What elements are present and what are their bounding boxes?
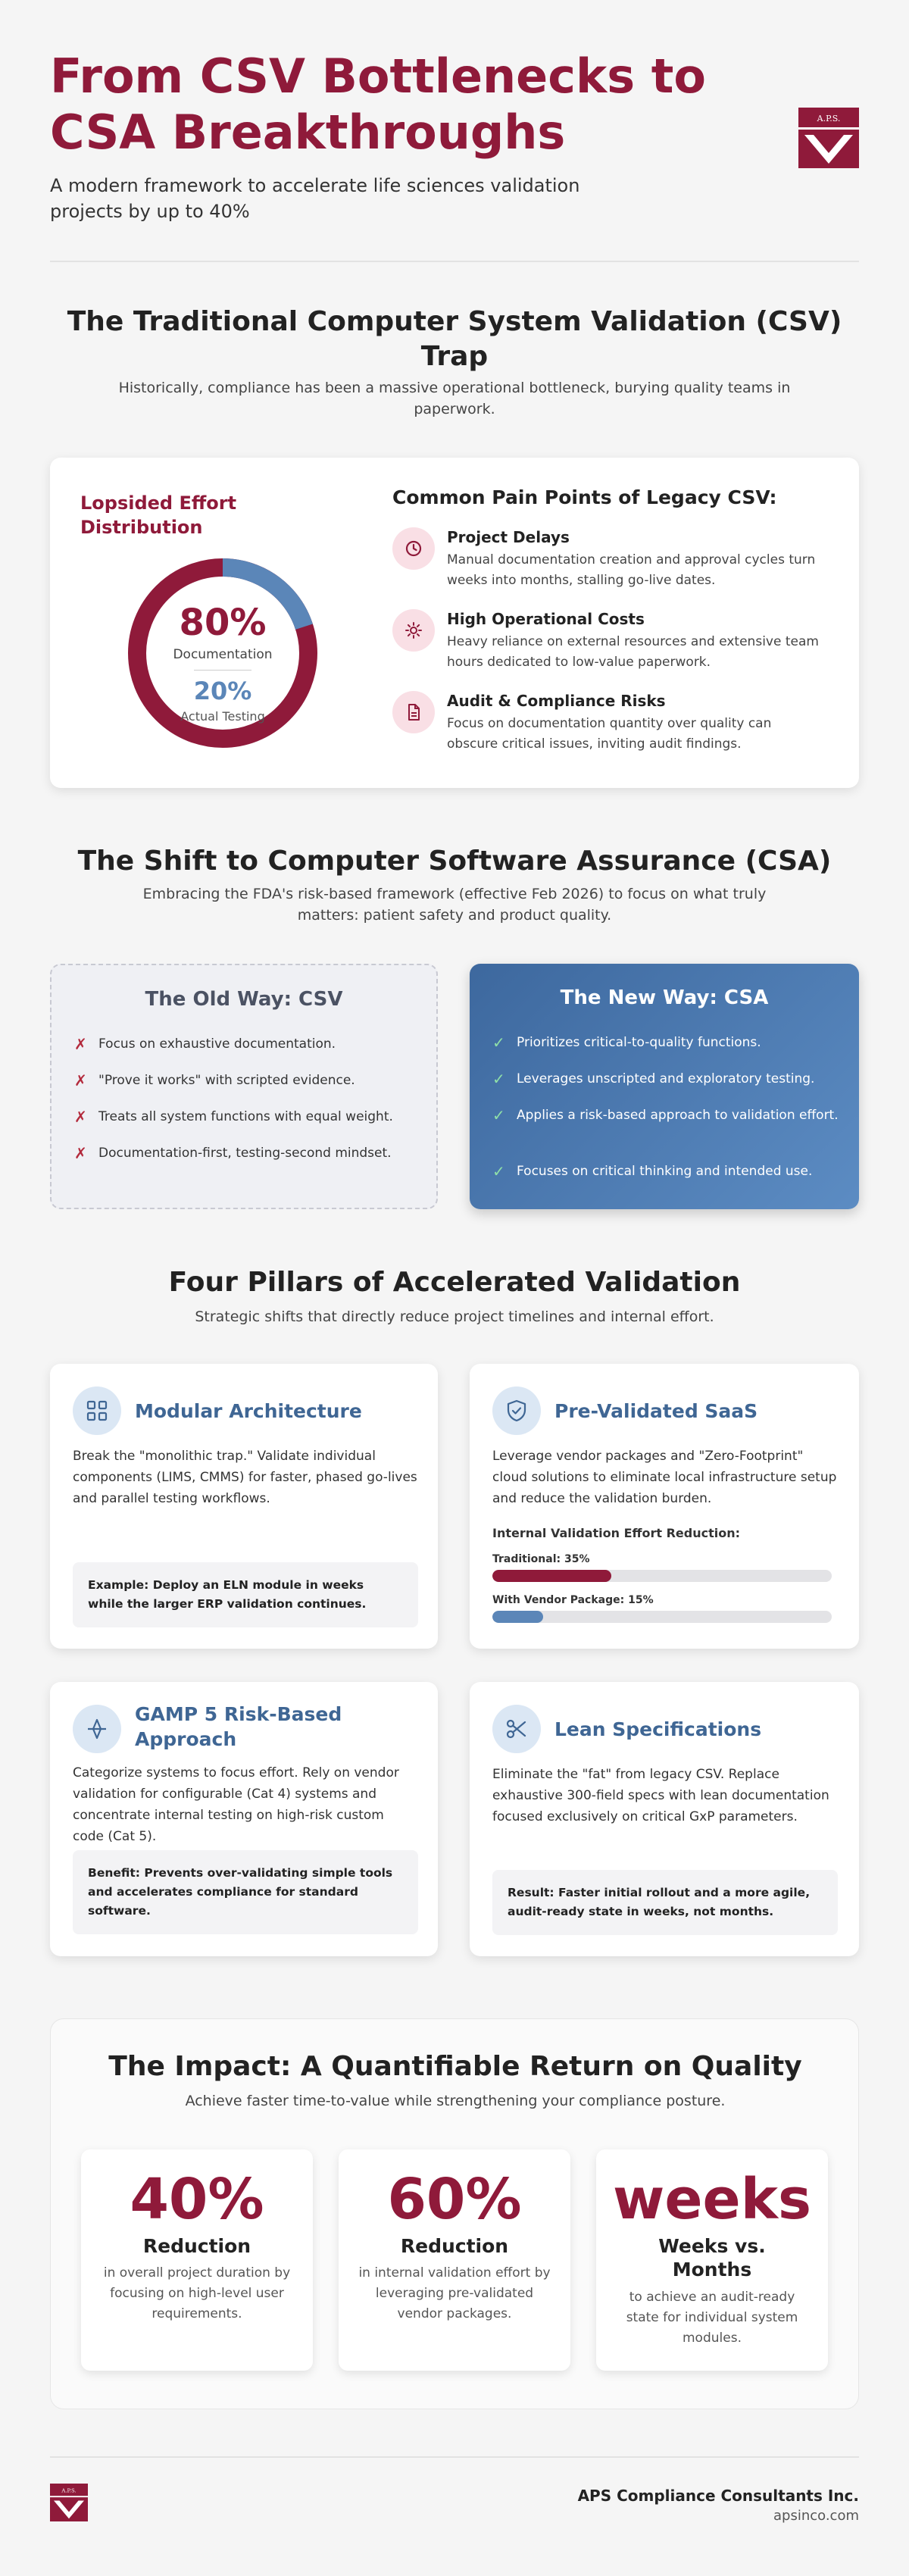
csv-trap-card xyxy=(50,458,859,788)
bar-track-traditional xyxy=(492,1570,832,1582)
donut-divider xyxy=(194,670,251,671)
pillar-desc: Leverage vendor packages and "Zero-Footprint" cloud solutions to eliminate local infrastructure setup and reduce the validation burden. xyxy=(492,1449,837,1506)
pain-point-audit xyxy=(392,691,832,759)
pillar-benefit-box: Benefit: Prevents over-validating simple tools and accelerates compliance for standard software. xyxy=(73,1850,418,1934)
pain-point-title: Audit & Compliance Risks xyxy=(447,692,666,710)
effort-donut-chart xyxy=(124,555,321,752)
pillar-example-box: Example: Deploy an ELN module in weeks while the larger ERP validation continues. xyxy=(73,1562,418,1627)
footer-url[interactable]: apsinco.com xyxy=(773,2508,859,2524)
pillar-saas-card xyxy=(470,1364,859,1649)
pillar-lean-card xyxy=(470,1682,859,1956)
donut-primary-value: 80% xyxy=(179,602,267,644)
impact-stat-card xyxy=(339,2149,570,2371)
divider xyxy=(50,261,859,262)
new-way-item-text: Prioritizes critical-to-quality functions. xyxy=(517,1035,761,1050)
grid-icon xyxy=(73,1386,121,1435)
old-way-item-text: "Prove it works" with scripted evidence. xyxy=(98,1073,355,1088)
new-way-item-text: Applies a risk-based approach to validation effort. xyxy=(517,1108,839,1123)
stat-heading: Weeks vs. Months xyxy=(658,2235,766,2281)
old-way-card xyxy=(50,964,438,1209)
section-subtitle-impact: Achieve faster time-to-value while strengthening your compliance posture. xyxy=(185,2093,726,2109)
footer-logo-text: A.P.S. xyxy=(61,2487,77,2494)
pain-point-title: Project Delays xyxy=(447,528,570,546)
impact-stat-card xyxy=(81,2149,313,2371)
footer-divider xyxy=(50,2456,859,2458)
section-title-csa-shift: The Shift to Computer Software Assurance (CSA) xyxy=(77,846,832,877)
section-subtitle-csv-trap: Historically, compliance has been a massive operational bottleneck, burying quality teams in paperwork. xyxy=(118,380,791,417)
donut-primary-label: Documentation xyxy=(173,647,273,662)
new-way-item-text: Focuses on critical thinking and intended use. xyxy=(517,1164,813,1179)
effort-chart-heading: Internal Validation Effort Reduction: xyxy=(492,1526,740,1540)
clock-icon xyxy=(392,527,435,570)
impact-stat-card xyxy=(596,2149,828,2371)
aps-logo xyxy=(798,108,859,168)
old-way-item-text: Documentation-first, testing-second mindset. xyxy=(98,1146,392,1161)
pain-point-desc: Focus on documentation quantity over quality can obscure critical issues, inviting audit findings. xyxy=(447,716,772,752)
pillar-desc: Eliminate the "fat" from legacy CSV. Replace exhaustive 300-field specs with lean documentation focused exclusively on critical GxP parameters. xyxy=(492,1767,829,1824)
bar-fill-traditional xyxy=(492,1570,611,1582)
impact-section xyxy=(50,2018,859,2409)
check-mark-icon: ✓ xyxy=(492,1106,505,1124)
x-mark-icon: ✗ xyxy=(74,1035,87,1053)
infographic-page xyxy=(50,0,859,2576)
section-subtitle-pillars: Strategic shifts that directly reduce project timelines and internal effort. xyxy=(195,1308,714,1325)
stat-heading: Reduction xyxy=(142,2235,251,2257)
gear-icon xyxy=(392,609,435,652)
stat-desc: in internal validation effort by leveraging pre-validated vendor packages. xyxy=(358,2265,551,2321)
new-way-card xyxy=(470,964,859,1209)
pain-point-title: High Operational Costs xyxy=(447,610,645,628)
pain-point-desc: Manual documentation creation and approval cycles turn weeks into months, stalling go-live dates. xyxy=(447,552,816,588)
pillar-desc: Categorize systems to focus effort. Rely on vendor validation for configurable (Cat 4) systems and concentrate internal testing on high-risk custom code (Cat 5). xyxy=(73,1765,399,1844)
stat-desc: in overall project duration by focusing on high-level user requirements. xyxy=(103,2265,291,2321)
pillar-title: GAMP 5 Risk-Based Approach xyxy=(135,1703,342,1750)
x-mark-icon: ✗ xyxy=(74,1071,87,1089)
pillar-result-box: Result: Faster initial rollout and a more agile, audit-ready state in weeks, not months. xyxy=(492,1870,838,1935)
pillar-gamp-card xyxy=(50,1682,438,1956)
bar-track-vendor xyxy=(492,1611,832,1623)
stat-desc: to achieve an audit-ready state for individual system modules. xyxy=(626,2290,798,2346)
stat-heading: Reduction xyxy=(400,2235,509,2257)
donut-secondary-value: 20% xyxy=(193,677,252,705)
pain-point-costs xyxy=(392,609,832,677)
page-title: From CSV Bottlenecks to CSA Breakthroughs xyxy=(50,48,706,160)
section-title-pillars: Four Pillars of Accelerated Validation xyxy=(168,1267,741,1298)
bar-label-traditional: Traditional: 35% xyxy=(492,1553,590,1565)
donut-title: Lopsided Effort Distribution xyxy=(80,492,237,538)
pain-point-delays xyxy=(392,527,832,596)
x-mark-icon: ✗ xyxy=(74,1144,87,1162)
page-subtitle: A modern framework to accelerate life sciences validation projects by up to 40% xyxy=(50,175,580,222)
check-mark-icon: ✓ xyxy=(492,1033,505,1052)
pillar-desc: Break the "monolithic trap." Validate individual components (LIMS, CMMS) for faster, phased go-lives and parallel testing workflows. xyxy=(73,1449,417,1506)
section-title-impact: The Impact: A Quantifiable Return on Quality xyxy=(108,2051,802,2082)
section-title-csv-trap: The Traditional Computer System Validation (CSV) Trap xyxy=(67,306,842,372)
check-mark-icon: ✓ xyxy=(492,1162,505,1180)
pillar-title: Lean Specifications xyxy=(554,1718,762,1740)
x-mark-icon: ✗ xyxy=(74,1108,87,1126)
pillar-title: Pre-Validated SaaS xyxy=(554,1400,758,1422)
section-subtitle-csa-shift: Embracing the FDA's risk-based framework (effective Feb 2026) to focus on what truly matters: patient safety and product quality. xyxy=(142,886,767,924)
old-way-item-text: Treats all system functions with equal weight. xyxy=(98,1109,393,1124)
old-way-item-text: Focus on exhaustive documentation. xyxy=(98,1036,336,1052)
bar-label-vendor: With Vendor Package: 15% xyxy=(492,1594,654,1606)
new-way-item-text: Leverages unscripted and exploratory testing. xyxy=(517,1071,815,1086)
footer-company: APS Compliance Consultants Inc. xyxy=(577,2487,859,2505)
compass-icon xyxy=(73,1705,121,1753)
stat-value: 40% xyxy=(130,2167,264,2232)
logo-text: A.P.S. xyxy=(817,114,841,123)
bar-fill-vendor xyxy=(492,1611,543,1623)
scissors-icon xyxy=(492,1705,541,1753)
stat-value: 60% xyxy=(387,2167,522,2232)
stat-value: weeks xyxy=(613,2167,811,2232)
new-way-title: The New Way: CSA xyxy=(560,986,769,1009)
footer-logo xyxy=(50,2484,88,2521)
pain-points-heading: Common Pain Points of Legacy CSV: xyxy=(392,486,777,508)
donut-secondary-label: Actual Testing xyxy=(180,709,265,724)
shield-check-icon xyxy=(492,1386,541,1435)
pain-point-desc: Heavy reliance on external resources and extensive team hours dedicated to low-value paperwork. xyxy=(447,634,819,670)
document-icon xyxy=(392,691,435,733)
old-way-title: The Old Way: CSV xyxy=(145,988,343,1011)
check-mark-icon: ✓ xyxy=(492,1070,505,1088)
pillar-title: Modular Architecture xyxy=(135,1400,362,1422)
pillar-modular-card xyxy=(50,1364,438,1649)
